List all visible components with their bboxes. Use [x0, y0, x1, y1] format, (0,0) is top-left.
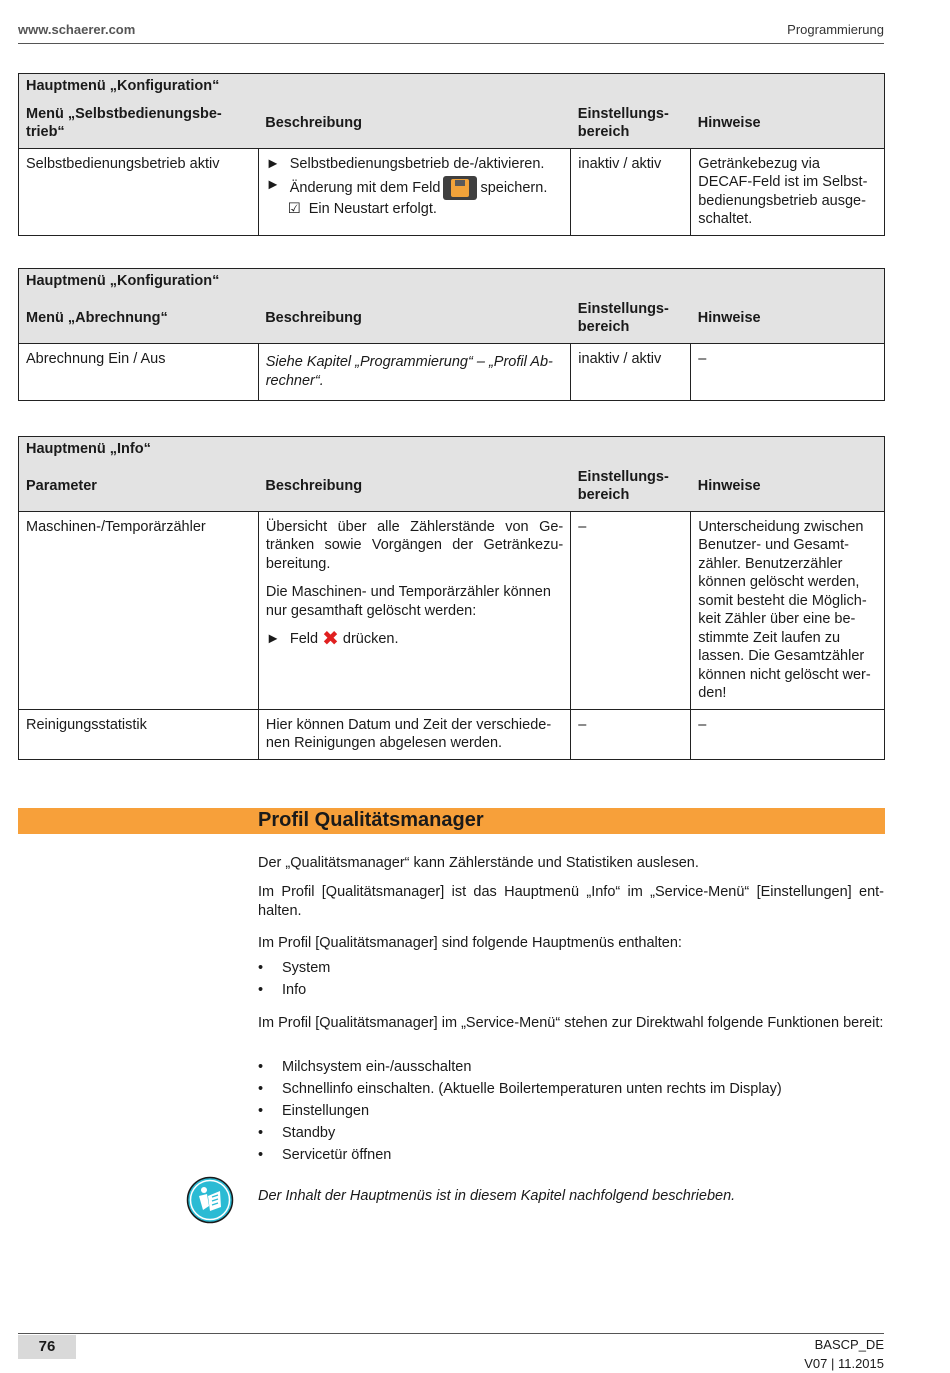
list-item-text: Standby	[282, 1125, 336, 1141]
page-number: 76	[18, 1335, 76, 1359]
column-header: Einstellungs-bereich	[571, 462, 691, 512]
bullet-dot-icon: •	[258, 982, 264, 998]
column-header: Beschreibung	[258, 294, 571, 344]
description-text: Übersicht über alle Zählerstände von Ge-tränken sowie Vorgängen der Getränkezu-bereitung.	[265, 518, 564, 572]
table-billing	[18, 268, 885, 401]
note-cell: Getränkebezug via DECAF-Feld ist im Selbst-bedienungsbetrieb ausge-schaltet.	[691, 148, 885, 235]
list-item	[258, 1146, 884, 1168]
bullet-dot-icon: •	[258, 1125, 264, 1141]
column-header: Menü „Abrechnung“	[19, 294, 259, 344]
list-item-text: Schnellinfo einschalten. (Aktuelle Boilertemperaturen unten rechts im Display)	[282, 1081, 782, 1097]
section-paragraph	[258, 1014, 884, 1033]
table-row	[19, 343, 885, 400]
table-row	[19, 511, 885, 709]
bullet-dot-icon: •	[258, 1081, 264, 1097]
arrow-bullet-icon: ►	[265, 631, 281, 647]
checkbox-checked-icon: ☑	[287, 201, 301, 217]
note-text: Der Inhalt der Hauptmenüs ist in diesem Kapitel nachfolgend beschrieben.	[258, 1188, 736, 1204]
menu-list	[258, 959, 884, 1003]
column-header: Beschreibung	[258, 462, 570, 512]
list-item	[258, 981, 884, 1003]
param-cell: Reinigungsstatistik	[19, 709, 259, 759]
step-text: Änderung mit dem Feld	[289, 179, 441, 196]
paragraph: Im Profil [Qualitätsmanager] ist das Hauptmenü „Info“ im „Service-Menü“ [Einstellungen] ent-halten.	[258, 884, 884, 919]
note-cell: –	[691, 709, 885, 759]
section-paragraph	[258, 883, 884, 921]
range-cell: –	[571, 709, 691, 759]
table-title: Hauptmenü „Konfiguration“	[19, 269, 885, 294]
column-header: Parameter	[19, 462, 259, 512]
param-cell: Maschinen-/Temporärzähler	[19, 511, 259, 709]
description-cell	[258, 511, 570, 709]
range-cell: –	[571, 511, 691, 709]
list-item	[258, 959, 884, 981]
description-cell: Hier können Datum und Zeit der verschiede-nen Reinigungen abgelesen werden.	[258, 709, 570, 759]
list-item	[258, 1058, 884, 1080]
save-field-icon	[443, 176, 477, 200]
read-manual-icon	[186, 1176, 234, 1224]
column-header: Hinweise	[691, 462, 885, 512]
description-text: Die Maschinen- und Temporärzähler können nur gesamthaft gelöscht werden:	[265, 584, 551, 619]
table-row	[19, 709, 885, 759]
note-cell: –	[691, 343, 885, 400]
result-text: Ein Neustart erfolgt.	[308, 201, 437, 217]
list-item	[258, 1124, 884, 1146]
paragraph: Der „Qualitätsmanager“ kann Zählerstände und Statistiken auslesen.	[258, 855, 699, 871]
bullet-dot-icon: •	[258, 1147, 264, 1163]
list-item-text: Servicetür öffnen	[282, 1147, 392, 1163]
paragraph: Im Profil [Qualitätsmanager] im „Service-Menü“ stehen zur Direktwahl folgende Funktionen bereit:	[258, 1015, 884, 1031]
param-cell: Selbstbedienungsbetrieb aktiv	[19, 148, 259, 235]
column-header: Beschreibung	[258, 99, 571, 149]
list-item-text: Milchsystem ein-/ausschalten	[282, 1059, 472, 1075]
header-divider	[18, 43, 884, 44]
note-cell: Unterscheidung zwischen Benutzer- und Gesamt-zähler. Benutzerzähler können gelöscht werden, somit besteht die Möglich-keit Zähler über eine be-stimmte Zeit laufen zu lassen. Die Gesamtzähler können nicht gelöscht wer-den!	[691, 511, 885, 709]
list-item	[258, 1080, 884, 1102]
description-cell	[258, 148, 571, 235]
bullet-dot-icon: •	[258, 1103, 264, 1119]
document-id: BASCP_DE	[814, 1337, 884, 1352]
delete-x-icon: ✖	[322, 628, 339, 651]
section-paragraph	[258, 854, 884, 873]
list-item-text: System	[282, 960, 331, 976]
table-row	[19, 148, 885, 235]
section-title: Profil Qualitätsmanager	[258, 809, 484, 831]
footer-divider	[18, 1333, 884, 1334]
header-section: Programmierung	[787, 22, 884, 37]
column-header: Menü „Selbstbedienungsbe-trieb“	[19, 99, 259, 149]
column-header: Einstellungs-bereich	[571, 99, 691, 149]
function-list	[258, 1058, 884, 1168]
description-cell: Siehe Kapitel „Programmierung“ – „Profil Ab-rechner“.	[258, 343, 571, 400]
table-title: Hauptmenü „Konfiguration“	[19, 74, 885, 99]
paragraph: Im Profil [Qualitätsmanager] sind folgende Hauptmenüs enthalten:	[258, 935, 682, 951]
range-cell: inaktiv / aktiv	[571, 148, 691, 235]
bullet-dot-icon: •	[258, 1059, 264, 1075]
step-text: Feld	[289, 631, 319, 647]
table-self-service	[18, 73, 885, 236]
bullet-dot-icon: •	[258, 960, 264, 976]
column-header: Einstellungs-bereich	[571, 294, 691, 344]
section-paragraph	[258, 934, 884, 953]
range-cell: inaktiv / aktiv	[571, 343, 691, 400]
param-cell: Abrechnung Ein / Aus	[19, 343, 259, 400]
list-item-text: Einstellungen	[282, 1103, 370, 1119]
arrow-bullet-icon: ►	[265, 177, 281, 193]
step-text: speichern.	[480, 179, 548, 196]
document-version: V07 | 11.2015	[804, 1356, 884, 1371]
header-website: www.schaerer.com	[18, 22, 136, 37]
list-item-text: Info	[282, 982, 307, 998]
table-info	[18, 436, 885, 760]
column-header: Hinweise	[691, 294, 885, 344]
arrow-bullet-icon: ►	[265, 155, 281, 172]
step-text: Selbstbedienungsbetrieb de-/aktivieren.	[289, 155, 545, 172]
list-item	[258, 1102, 884, 1124]
step-text: drücken.	[342, 631, 399, 647]
table-title: Hauptmenü „Info“	[19, 437, 885, 462]
column-header: Hinweise	[691, 99, 885, 149]
